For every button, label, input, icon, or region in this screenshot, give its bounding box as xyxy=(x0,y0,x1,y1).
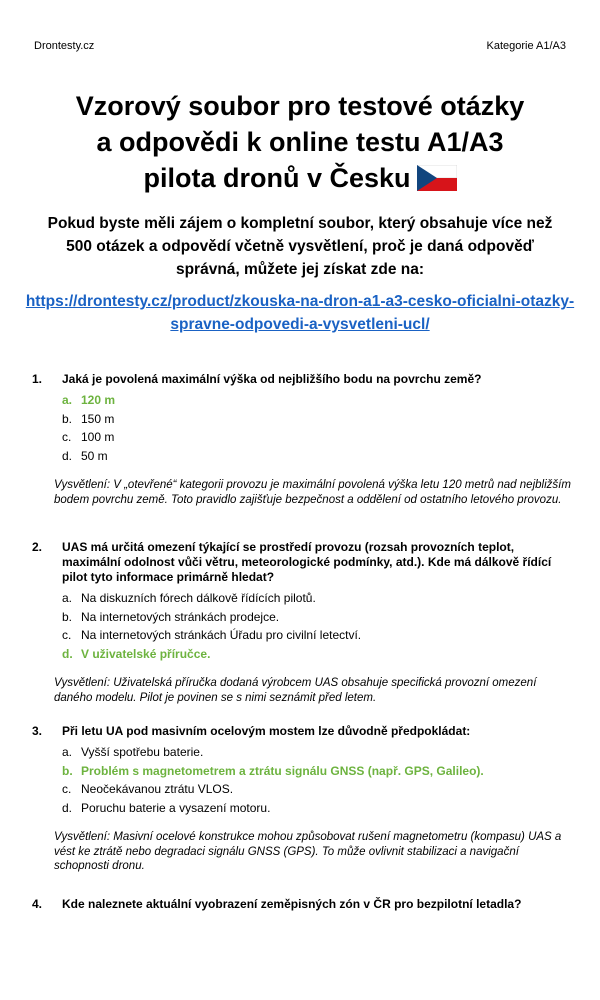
intro-text: Pokud byste měli zájem o kompletní soubor, který obsahuje více než 500 otázek a odpovědí včetně vysvětlení, proč je daná odpověď správná, můžete jej získat zde na: xyxy=(47,215,553,278)
explanation-text: Vysvětlení: Masivní ocelové konstrukce mohou způsobovat rušení magnetometru (kompasu) UAS a vést ke ztrátě nebo degradaci signálu GNSS (GPS). To může ovlivnit stabilizaci a navigační schopnosti dronu. xyxy=(54,831,562,872)
question-text: UAS má určitá omezení týkající se prostředí provozu (rozsah provozních teplot, maximální odolnost vůči větru, meteorologické podmínky, atd.). Kde má dálkově řídící pilot tyto informace primárně hledat? xyxy=(62,540,552,584)
answer-option-correct[interactable]: a. 120 m xyxy=(62,393,116,407)
title-line-2: a odpovědi k online testu A1/A3 xyxy=(96,127,504,157)
answer-option-correct[interactable]: d. V uživatelské příručce. xyxy=(62,646,211,661)
answer-option[interactable]: a. Vyšší spotřebu baterie. xyxy=(62,745,204,759)
answer-option-correct[interactable]: b. Problém s magnetometrem a ztrátu signálu GNSS (např. GPS, Galileo). xyxy=(62,763,484,778)
product-link[interactable]: https://drontesty.cz/product/zkouska-na-dron-a1-a3-cesko-oficialni-otazky-spravne-odpovedi-a-vysvetleni-ucl/ xyxy=(25,293,575,333)
answer-option[interactable]: b. Na internetových stránkách prodejce. xyxy=(62,609,280,624)
answer-option[interactable]: c. 100 m xyxy=(62,430,115,444)
explanation-text: Vysvětlení: Uživatelská příručka dodaná výrobcem UAS obsahuje specifická provozní omezení daného modelu. Pilot je povinen se s nimi seznámit před letem. xyxy=(54,677,537,704)
answer-option[interactable]: c. Na internetových stránkách Úřadu pro civilní letectví. xyxy=(62,628,362,642)
answer-option[interactable]: c. Neočekávanou ztrátu VLOS. xyxy=(62,782,234,796)
question-number: 2. xyxy=(32,540,43,554)
site-name: Drontesty.cz xyxy=(34,40,95,52)
question-number: 1. xyxy=(32,372,43,386)
category-label: Kategorie A1/A3 xyxy=(486,40,566,52)
question-4 xyxy=(32,897,572,912)
answer-options xyxy=(32,743,572,817)
question-text: Jaká je povolená maximální výška od nejbližšího bodu na povrchu země? xyxy=(62,372,482,386)
answer-option[interactable]: d. Poruchu baterie a vysazení motoru. xyxy=(62,800,271,815)
title-line-1: Vzorový soubor pro testové otázky xyxy=(75,91,525,121)
answer-options xyxy=(32,589,572,663)
answer-option[interactable]: a. Na diskuzních fórech dálkově řídících pilotů. xyxy=(62,591,316,605)
question-2 xyxy=(32,540,572,705)
question-number: 4. xyxy=(32,897,43,911)
question-3 xyxy=(32,724,572,874)
czech-flag-icon xyxy=(417,164,457,200)
question-number: 3. xyxy=(32,724,43,738)
question-1 xyxy=(32,372,572,507)
page-title xyxy=(40,88,560,200)
answer-options xyxy=(32,391,572,465)
question-text: Při letu UA pod masivním ocelovým mostem lze důvodně předpokládat: xyxy=(62,724,471,738)
question-text: Kde naleznete aktuální vyobrazení zeměpisných zón v ČR pro bezpilotní letadla? xyxy=(62,897,522,911)
explanation-text: Vysvětlení: V „otevřené“ kategorii provozu je maximální povolená výška letu 120 metrů nad nejbližším bodem povrchu země. Toto pravidlo zajišťuje bezpečnost a oddělení od ostatního letového provozu. xyxy=(54,479,571,506)
answer-option[interactable]: b. 150 m xyxy=(62,411,115,426)
answer-option[interactable]: d. 50 m xyxy=(62,448,108,463)
title-line-3: pilota dronů v Česku xyxy=(143,163,411,193)
